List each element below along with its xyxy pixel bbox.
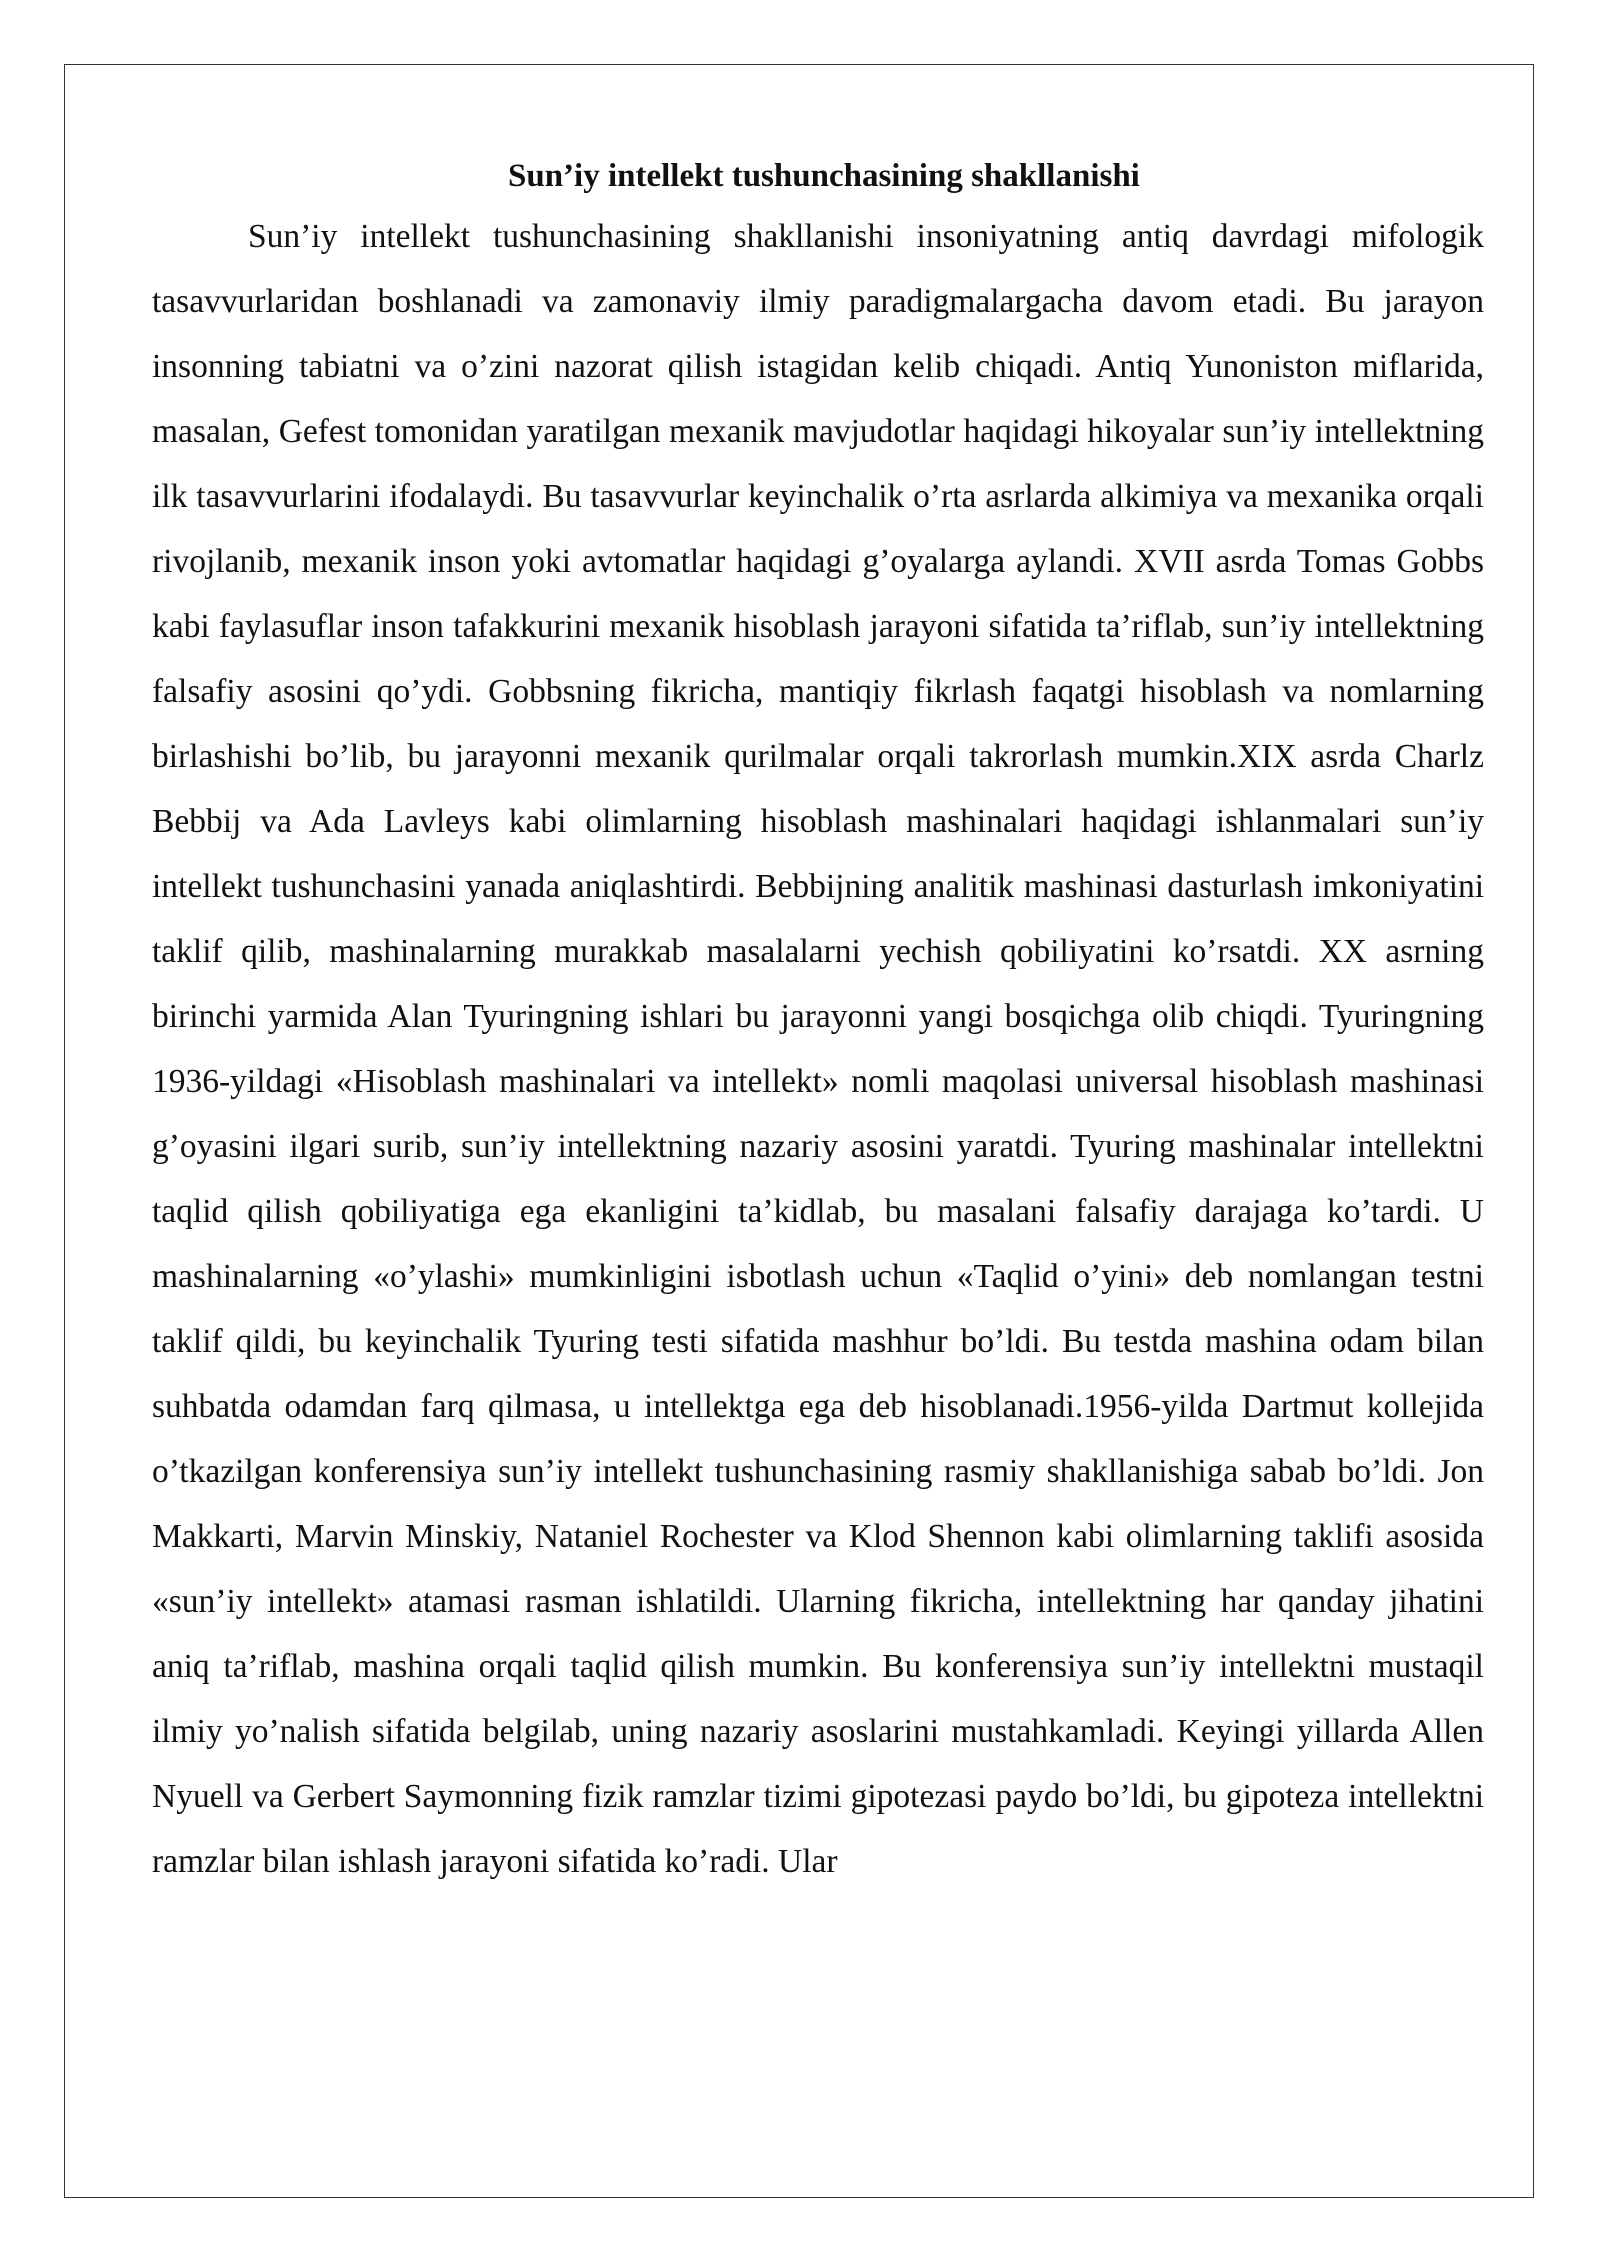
document-title: Sun’iy intellekt tushunchasining shakllanishi [508, 158, 1140, 194]
document-body-paragraph: Sun’iy intellekt tushunchasining shakllanishi insoniyatning antiq davrdagi mifologik tasavvurlaridan boshlanadi va zamonaviy ilmiy paradigmalargacha davom etadi. Bu jarayon insonning tabiatni va o’zini nazorat qilish istagidan kelib chiqadi. Antiq Yunoniston miflarida, masalan, Gefest tomonidan yaratilgan mexanik mavjudotlar haqidagi hikoyalar sun’iy intellektning ilk tasavvurlarini ifodalaydi. Bu tasavvurlar keyinchalik o’rta asrlarda alkimiya va mexanika orqali rivojlanib, mexanik inson yoki avtomatlar haqidagi g’oyalarga aylandi. XVII asrda Tomas Gobbs kabi faylasuflar inson tafakkurini mexanik hisoblash jarayoni sifatida ta’riflab, sun’iy intellektning falsafiy asosini qo’ydi. Gobbsning fikricha, mantiqiy fikrlash faqatgi hisoblash va nomlarning birlashishi bo’lib, bu jarayonni mexanik qurilmalar orqali takrorlash mumkin.XIX asrda Charlz Bebbij va Ada Lavleys kabi olimlarning hisoblash mashinalari haqidagi ishlanmalari sun’iy intellekt tushunchasini yanada aniqlashtirdi. Bebbijning analitik mashinasi dasturlash imkoniyatini taklif qilib, mashinalarning murakkab masalalarni yechish qobiliyatini ko’rsatdi. XX asrning birinchi yarmida Alan Tyuringning ishlari bu jarayonni yangi bosqichga olib chiqdi. Tyuringning 1936-yildagi «Hisoblash mashinalari va intellekt» nomli maqolasi universal hisoblash mashinasi g’oyasini ilgari surib, sun’iy intellektning nazariy asosini yaratdi. Tyuring mashinalar intellektni taqlid qilish qobiliyatiga ega ekanligini ta’kidlab, bu masalani falsafiy darajaga ko’tardi. U mashinalarning «o’ylashi» mumkinligini isbotlash uchun «Taqlid o’yini» deb nomlangan testni taklif qildi, bu keyinchalik Tyuring testi sifatida mashhur bo’ldi. Bu testda mashina odam bilan suhbatda odamdan farq qilmasa, u intellektga ega deb hisoblanadi.1956-yilda Dartmut kollejida o’tkazilgan konferensiya sun’iy intellekt tushunchasining rasmiy shakllanishiga sabab bo’ldi. Jon Makkarti, Marvin Minskiy, Nataniel Rochester va Klod Shennon kabi olimlarning taklifi asosida «sun’iy intellekt» atamasi rasman ishlatildi. Ularning fikricha, intellektning har qanday jihatini aniq ta’riflab, mashina orqali taqlid qilish mumkin. Bu konferensiya sun’iy intellektni mustaqil ilmiy yo’nalish sifatida belgilab, uning nazariy asoslarini mustahkamladi. Keyingi yillarda Allen Nyuell va Gerbert Saymonning fizik ramzlar tizimi gipotezasi paydo bo’ldi, bu gipoteza intellektni ramzlar bilan ishlash jarayoni sifatida ko’radi. Ular [152, 218, 1484, 1880]
document-content [152, 148, 1484, 1894]
